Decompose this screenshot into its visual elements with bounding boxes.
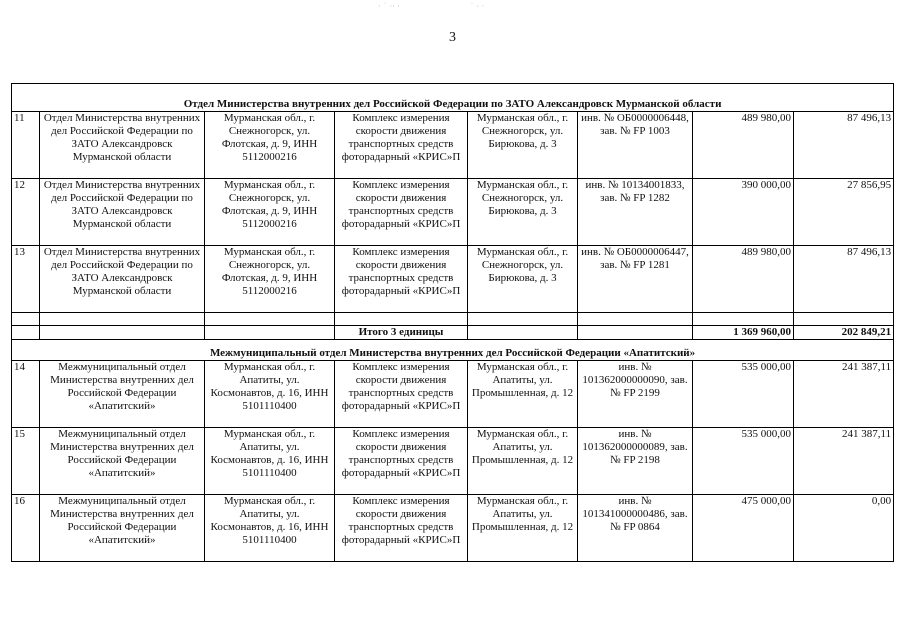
table-row: [12, 112, 894, 179]
scan-artifact: ˙ · ·: [470, 2, 485, 11]
page-number: 3: [449, 30, 456, 45]
address-cell: Мурманская обл., г. Снежногорск, ул. Флотская, д. 9, ИНН 5112000216: [205, 112, 335, 179]
registry-table: [11, 83, 894, 562]
empty-cell: [578, 313, 693, 326]
residual-cell: 241 387,11: [794, 428, 894, 495]
location-cell: Мурманская обл., г. Снежногорск, ул. Бирюкова, д. 3: [468, 246, 578, 313]
table-row: [12, 495, 894, 562]
owner-cell: Отдел Министерства внутренних дел Российской Федерации по ЗАТО Александровск Мурманской области: [40, 112, 205, 179]
empty-cell: [40, 313, 205, 326]
empty-cell: [468, 313, 578, 326]
row-number: 16: [12, 495, 40, 562]
row-number: 11: [12, 112, 40, 179]
row-number: 13: [12, 246, 40, 313]
inventory-cell: инв. № 101362000000089, зав. № FP 2198: [578, 428, 693, 495]
empty-cell: [468, 326, 578, 340]
cost-cell: 489 980,00: [693, 112, 794, 179]
table-row: [12, 179, 894, 246]
owner-cell: Межмуниципальный отдел Министерства внутренних дел Российской Федерации «Апатитский»: [40, 361, 205, 428]
section-title: Отдел Министерства внутренних дел Российской Федерации по ЗАТО Александровск Мурманской области: [12, 84, 894, 112]
asset-name-cell: Комплекс измерения скорости движения транспортных средств фоторадарный «КРИС»П: [335, 428, 468, 495]
spacer-row: [12, 313, 894, 326]
total-cost: 1 369 960,00: [693, 326, 794, 340]
section-header-row: [12, 340, 894, 361]
asset-name-cell: Комплекс измерения скорости движения транспортных средств фоторадарный «КРИС»П: [335, 361, 468, 428]
asset-name-cell: Комплекс измерения скорости движения транспортных средств фоторадарный «КРИС»П: [335, 246, 468, 313]
total-residual: 202 849,21: [794, 326, 894, 340]
address-cell: Мурманская обл., г. Апатиты, ул. Космонавтов, д. 16, ИНН 5101110400: [205, 495, 335, 562]
cost-cell: 535 000,00: [693, 361, 794, 428]
residual-cell: 87 496,13: [794, 112, 894, 179]
asset-name-cell: Комплекс измерения скорости движения транспортных средств фоторадарный «КРИС»П: [335, 495, 468, 562]
cost-cell: 489 980,00: [693, 246, 794, 313]
inventory-cell: инв. № 101362000000090, зав. № FP 2199: [578, 361, 693, 428]
asset-name-cell: Комплекс измерения скорости движения транспортных средств фоторадарный «КРИС»П: [335, 179, 468, 246]
empty-cell: [205, 313, 335, 326]
section-header-row: [12, 84, 894, 112]
empty-cell: [205, 326, 335, 340]
scan-artifact: · ˙ ·· ·: [378, 2, 400, 11]
address-cell: Мурманская обл., г. Апатиты, ул. Космонавтов, д. 16, ИНН 5101110400: [205, 361, 335, 428]
empty-cell: [12, 326, 40, 340]
location-cell: Мурманская обл., г. Апатиты, ул. Промышленная, д. 12: [468, 428, 578, 495]
empty-cell: [578, 326, 693, 340]
inventory-cell: инв. № 101341000000486, зав. № FP 0864: [578, 495, 693, 562]
cost-cell: 475 000,00: [693, 495, 794, 562]
section-title: Межмуниципальный отдел Министерства внутренних дел Российской Федерации «Апатитский»: [12, 340, 894, 361]
table-row: [12, 361, 894, 428]
address-cell: Мурманская обл., г. Снежногорск, ул. Флотская, д. 9, ИНН 5112000216: [205, 179, 335, 246]
location-cell: Мурманская обл., г. Апатиты, ул. Промышленная, д. 12: [468, 495, 578, 562]
owner-cell: Отдел Министерства внутренних дел Российской Федерации по ЗАТО Александровск Мурманской области: [40, 179, 205, 246]
total-label: Итого 3 единицы: [335, 326, 468, 340]
cost-cell: 390 000,00: [693, 179, 794, 246]
residual-cell: 241 387,11: [794, 361, 894, 428]
residual-cell: 87 496,13: [794, 246, 894, 313]
empty-cell: [335, 313, 468, 326]
residual-cell: 0,00: [794, 495, 894, 562]
cost-cell: 535 000,00: [693, 428, 794, 495]
location-cell: Мурманская обл., г. Апатиты, ул. Промышленная, д. 12: [468, 361, 578, 428]
row-number: 12: [12, 179, 40, 246]
owner-cell: Межмуниципальный отдел Министерства внутренних дел Российской Федерации «Апатитский»: [40, 428, 205, 495]
inventory-cell: инв. № ОБ0000006447, зав. № FP 1281: [578, 246, 693, 313]
row-number: 15: [12, 428, 40, 495]
residual-cell: 27 856,95: [794, 179, 894, 246]
owner-cell: Межмуниципальный отдел Министерства внутренних дел Российской Федерации «Апатитский»: [40, 495, 205, 562]
location-cell: Мурманская обл., г. Снежногорск, ул. Бирюкова, д. 3: [468, 179, 578, 246]
owner-cell: Отдел Министерства внутренних дел Российской Федерации по ЗАТО Александровск Мурманской области: [40, 246, 205, 313]
row-number: 14: [12, 361, 40, 428]
address-cell: Мурманская обл., г. Снежногорск, ул. Флотская, д. 9, ИНН 5112000216: [205, 246, 335, 313]
location-cell: Мурманская обл., г. Снежногорск, ул. Бирюкова, д. 3: [468, 112, 578, 179]
inventory-cell: инв. № 10134001833, зав. № FP 1282: [578, 179, 693, 246]
empty-cell: [693, 313, 794, 326]
table-row: [12, 246, 894, 313]
empty-cell: [794, 313, 894, 326]
address-cell: Мурманская обл., г. Апатиты, ул. Космонавтов, д. 16, ИНН 5101110400: [205, 428, 335, 495]
asset-name-cell: Комплекс измерения скорости движения транспортных средств фоторадарный «КРИС»П: [335, 112, 468, 179]
empty-cell: [40, 326, 205, 340]
table-row: [12, 428, 894, 495]
empty-cell: [12, 313, 40, 326]
total-row: [12, 326, 894, 340]
inventory-cell: инв. № ОБ0000006448, зав. № FP 1003: [578, 112, 693, 179]
